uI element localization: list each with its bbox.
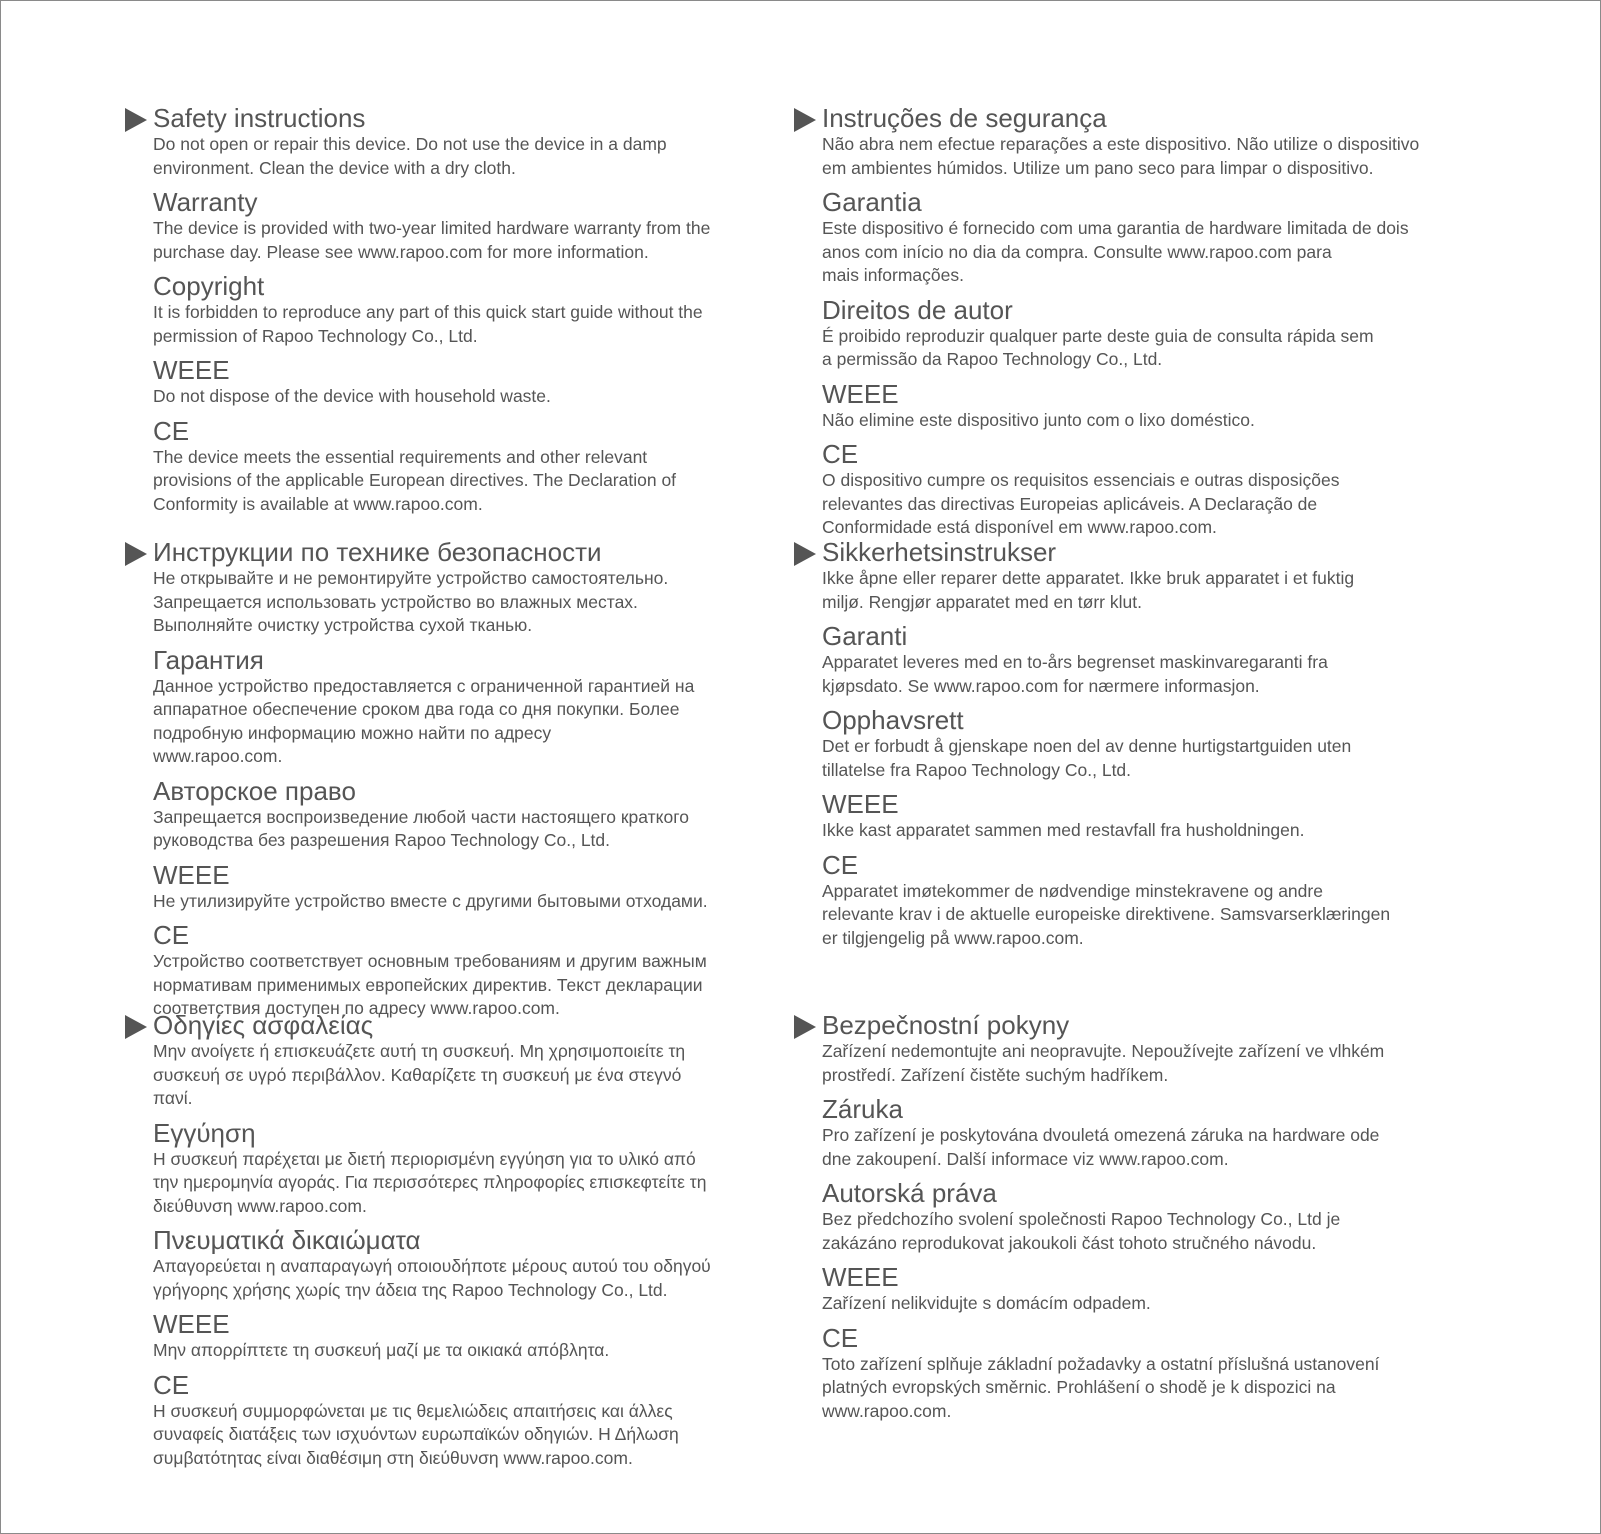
ce-title: CE bbox=[153, 920, 190, 950]
warranty-title: Гарантия bbox=[153, 644, 264, 675]
warranty-title: Garanti bbox=[822, 621, 908, 651]
warranty-text: Pro zařízení je poskytována dvouletá omezená záruka na hardware ode dne zakoupení. Další informace viz www.rapoo.com. bbox=[822, 1125, 1380, 1169]
section-title: Instruções de segurança bbox=[822, 103, 1107, 133]
ce-title: CE bbox=[822, 1322, 859, 1353]
copyright-text: É proibido reproduzir qualquer parte deste guia de consulta rápida sem a permissão da Rapoo Technology Co., Ltd. bbox=[822, 325, 1374, 369]
weee-title: WEEE bbox=[153, 355, 230, 385]
warranty-title: Εγγύηση bbox=[153, 1117, 256, 1148]
section-title: Инструкции по технике безопасности bbox=[153, 537, 602, 567]
copyright-title: Direitos de autor bbox=[822, 294, 1013, 325]
ce-title: CE bbox=[153, 415, 190, 446]
ce-text: Apparatet imøtekommer de nødvendige minstekravene og andre relevante krav i de aktuelle europeiske direktivene. Samsvarserklæringen er tilgjengelig på www.rapoo.com. bbox=[822, 880, 1391, 948]
safety-text: Μην ανοίγετε ή επισκευάζετε αυτή τη συσκευή. Μη χρησιμοποιείτε τη συσκευή σε υγρό περιβάλλον. Καθαρίζετε τη συσκευή με ένα στεγνό πανί. bbox=[153, 1041, 686, 1108]
section-title: Οδηγίες ασφαλείας bbox=[153, 1010, 374, 1040]
weee-text: Não elimine este dispositivo junto com o lixo doméstico. bbox=[822, 409, 1255, 430]
copyright-text: Απαγορεύεται η αναπαραγωγή οποιουδήποτε μέρους αυτού του οδηγού γρήγορης χρήσης χωρίς την άδεια της Rapoo Technology Co., Ltd. bbox=[153, 1256, 711, 1300]
ce-title: CE bbox=[822, 439, 859, 469]
section-arrow-icon bbox=[794, 108, 816, 132]
section-russian bbox=[153, 537, 813, 1021]
weee-text: Do not dispose of the device with household waste. bbox=[153, 386, 551, 406]
section-arrow-icon bbox=[794, 1015, 816, 1039]
ce-text: Toto zařízení splňuje základní požadavky a ostatní příslušná ustanovení platných evropských směrnic. Prohlášení o shodě je k dispozici na www.rapoo.com. bbox=[822, 1353, 1380, 1421]
safety-text: Zařízení nedemontujte ani neopravujte. Nepoužívejte zařízení ve vlhkém prostředí. Zařízení čistěte suchým hadříkem. bbox=[822, 1041, 1385, 1085]
section-portuguese bbox=[822, 103, 1482, 540]
section-title: Bezpečnostní pokyny bbox=[822, 1010, 1070, 1040]
weee-text: Ikke kast apparatet sammen med restavfall fra husholdningen. bbox=[822, 820, 1305, 840]
ce-text: O dispositivo cumpre os requisitos essenciais e outras disposições relevantes das directivas Europeias aplicáveis. A Declaração de Conformidade está disponível em www.rapoo.com. bbox=[822, 470, 1340, 537]
copyright-text: Запрещается воспроизведение любой части настоящего краткого руководства без разрешения Rapoo Technology Co., Ltd. bbox=[153, 806, 689, 850]
section-arrow-icon bbox=[125, 542, 147, 566]
ce-title: CE bbox=[153, 1369, 190, 1400]
warranty-title: Záruka bbox=[822, 1094, 903, 1124]
section-title: Safety instructions bbox=[153, 103, 366, 133]
section-greek bbox=[153, 1010, 813, 1470]
copyright-title: Πνευματικά δικαιώματα bbox=[153, 1225, 421, 1255]
section-arrow-icon bbox=[794, 542, 816, 566]
warranty-title: Garantia bbox=[822, 187, 922, 217]
safety-text: Não abra nem efectue reparações a este dispositivo. Não utilize o dispositivo em ambientes húmidos. Utilize um pano seco para limpar o dispositivo. bbox=[822, 134, 1420, 178]
section-title: Sikkerhetsinstrukser bbox=[822, 537, 1057, 567]
copyright-title: Авторское право bbox=[153, 775, 356, 806]
copyright-title: Copyright bbox=[153, 271, 265, 301]
copyright-text: Det er forbudt å gjenskape noen del av denne hurtigstartguiden uten tillatelse fra Rapoo Technology Co., Ltd. bbox=[822, 736, 1352, 780]
warranty-text: Este dispositivo é fornecido com uma garantia de hardware limitada de dois anos com início no dia da compra. Consulte www.rapoo.com para mais informações. bbox=[822, 218, 1409, 285]
section-czech bbox=[822, 1010, 1482, 1423]
copyright-text: It is forbidden to reproduce any part of this quick start guide without the permission of Rapoo Technology Co., Ltd. bbox=[153, 302, 703, 346]
weee-text: Μην απορρίπτετε τη συσκευή μαζί με τα οικιακά απόβλητα. bbox=[153, 1340, 610, 1360]
weee-title: WEEE bbox=[822, 378, 899, 409]
weee-text: Zařízení nelikvidujte s domácím odpadem. bbox=[822, 1293, 1151, 1313]
copyright-text: Bez předchozího svolení společnosti Rapoo Technology Co., Ltd je zakázáno reprodukovat jakoukoli část tohoto stručného návodu. bbox=[822, 1209, 1341, 1253]
weee-title: WEEE bbox=[153, 859, 230, 890]
section-norwegian bbox=[822, 537, 1482, 950]
weee-title: WEEE bbox=[822, 1262, 899, 1292]
ce-title: CE bbox=[822, 849, 859, 880]
weee-title: WEEE bbox=[153, 1309, 230, 1339]
copyright-title: Autorská práva bbox=[822, 1178, 997, 1208]
warranty-text: The device is provided with two-year limited hardware warranty from the purchase day. Please see www.rapoo.com for more information. bbox=[153, 218, 711, 262]
safety-text: Не открывайте и не ремонтируйте устройство самостоятельно. Запрещается использовать устройство во влажных местах. Выполняйте очистку устройства сухой тканью. bbox=[153, 568, 669, 635]
section-arrow-icon bbox=[125, 108, 147, 132]
warranty-title: Warranty bbox=[153, 187, 258, 217]
copyright-title: Opphavsrett bbox=[822, 705, 964, 735]
weee-title: WEEE bbox=[822, 789, 899, 819]
ce-text: Устройство соответствует основным требованиям и другим важным нормативам применимых европейских директив. Текст декларации соответствия доступен по адресу www.rapoo.com. bbox=[153, 951, 707, 1018]
warranty-text: Apparatet leveres med en to-års begrenset maskinvaregaranti fra kjøpsdato. Se www.rapoo.com for nærmere informasjon. bbox=[822, 652, 1328, 696]
section-arrow-icon bbox=[125, 1015, 147, 1039]
weee-text: Не утилизируйте устройство вместе с другими бытовыми отходами. bbox=[153, 890, 708, 911]
warranty-text: Данное устройство предоставляется с ограниченной гарантией на аппаратное обеспечение сроком два года со дня покупки. Более подробную информацию можно найти по адресу www.rapoo.com. bbox=[153, 675, 695, 766]
ce-text: Η συσκευή συμμορφώνεται με τις θεμελιώδεις απαιτήσεις και άλλες συναφείς διατάξεις των ισχυόντων ευρωπαϊκών οδηγιών. Η Δήλωση συμβατότητας είναι διαθέσιμη στη διεύθυνση www.rapoo.com. bbox=[153, 1400, 679, 1468]
section-english bbox=[153, 103, 813, 516]
safety-text: Do not open or repair this device. Do not use the device in a damp environment. Clean the device with a dry cloth. bbox=[153, 134, 667, 178]
safety-text: Ikke åpne eller reparer dette apparatet. Ikke bruk apparatet i et fuktig miljø. Rengjør apparatet med en tørr klut. bbox=[822, 568, 1355, 612]
warranty-text: Η συσκευή παρέχεται με διετή περιορισμένη εγγύηση για το υλικό από την ημερομηνία αγοράς. Για περισσότερες πληροφορίες επισκεφτείτε τη διεύθυνση www.rapoo.com. bbox=[153, 1148, 707, 1216]
ce-text: The device meets the essential requirements and other relevant provisions of the applicable European directives. The Declaration of Conformity is available at www.rapoo.com. bbox=[153, 446, 677, 514]
